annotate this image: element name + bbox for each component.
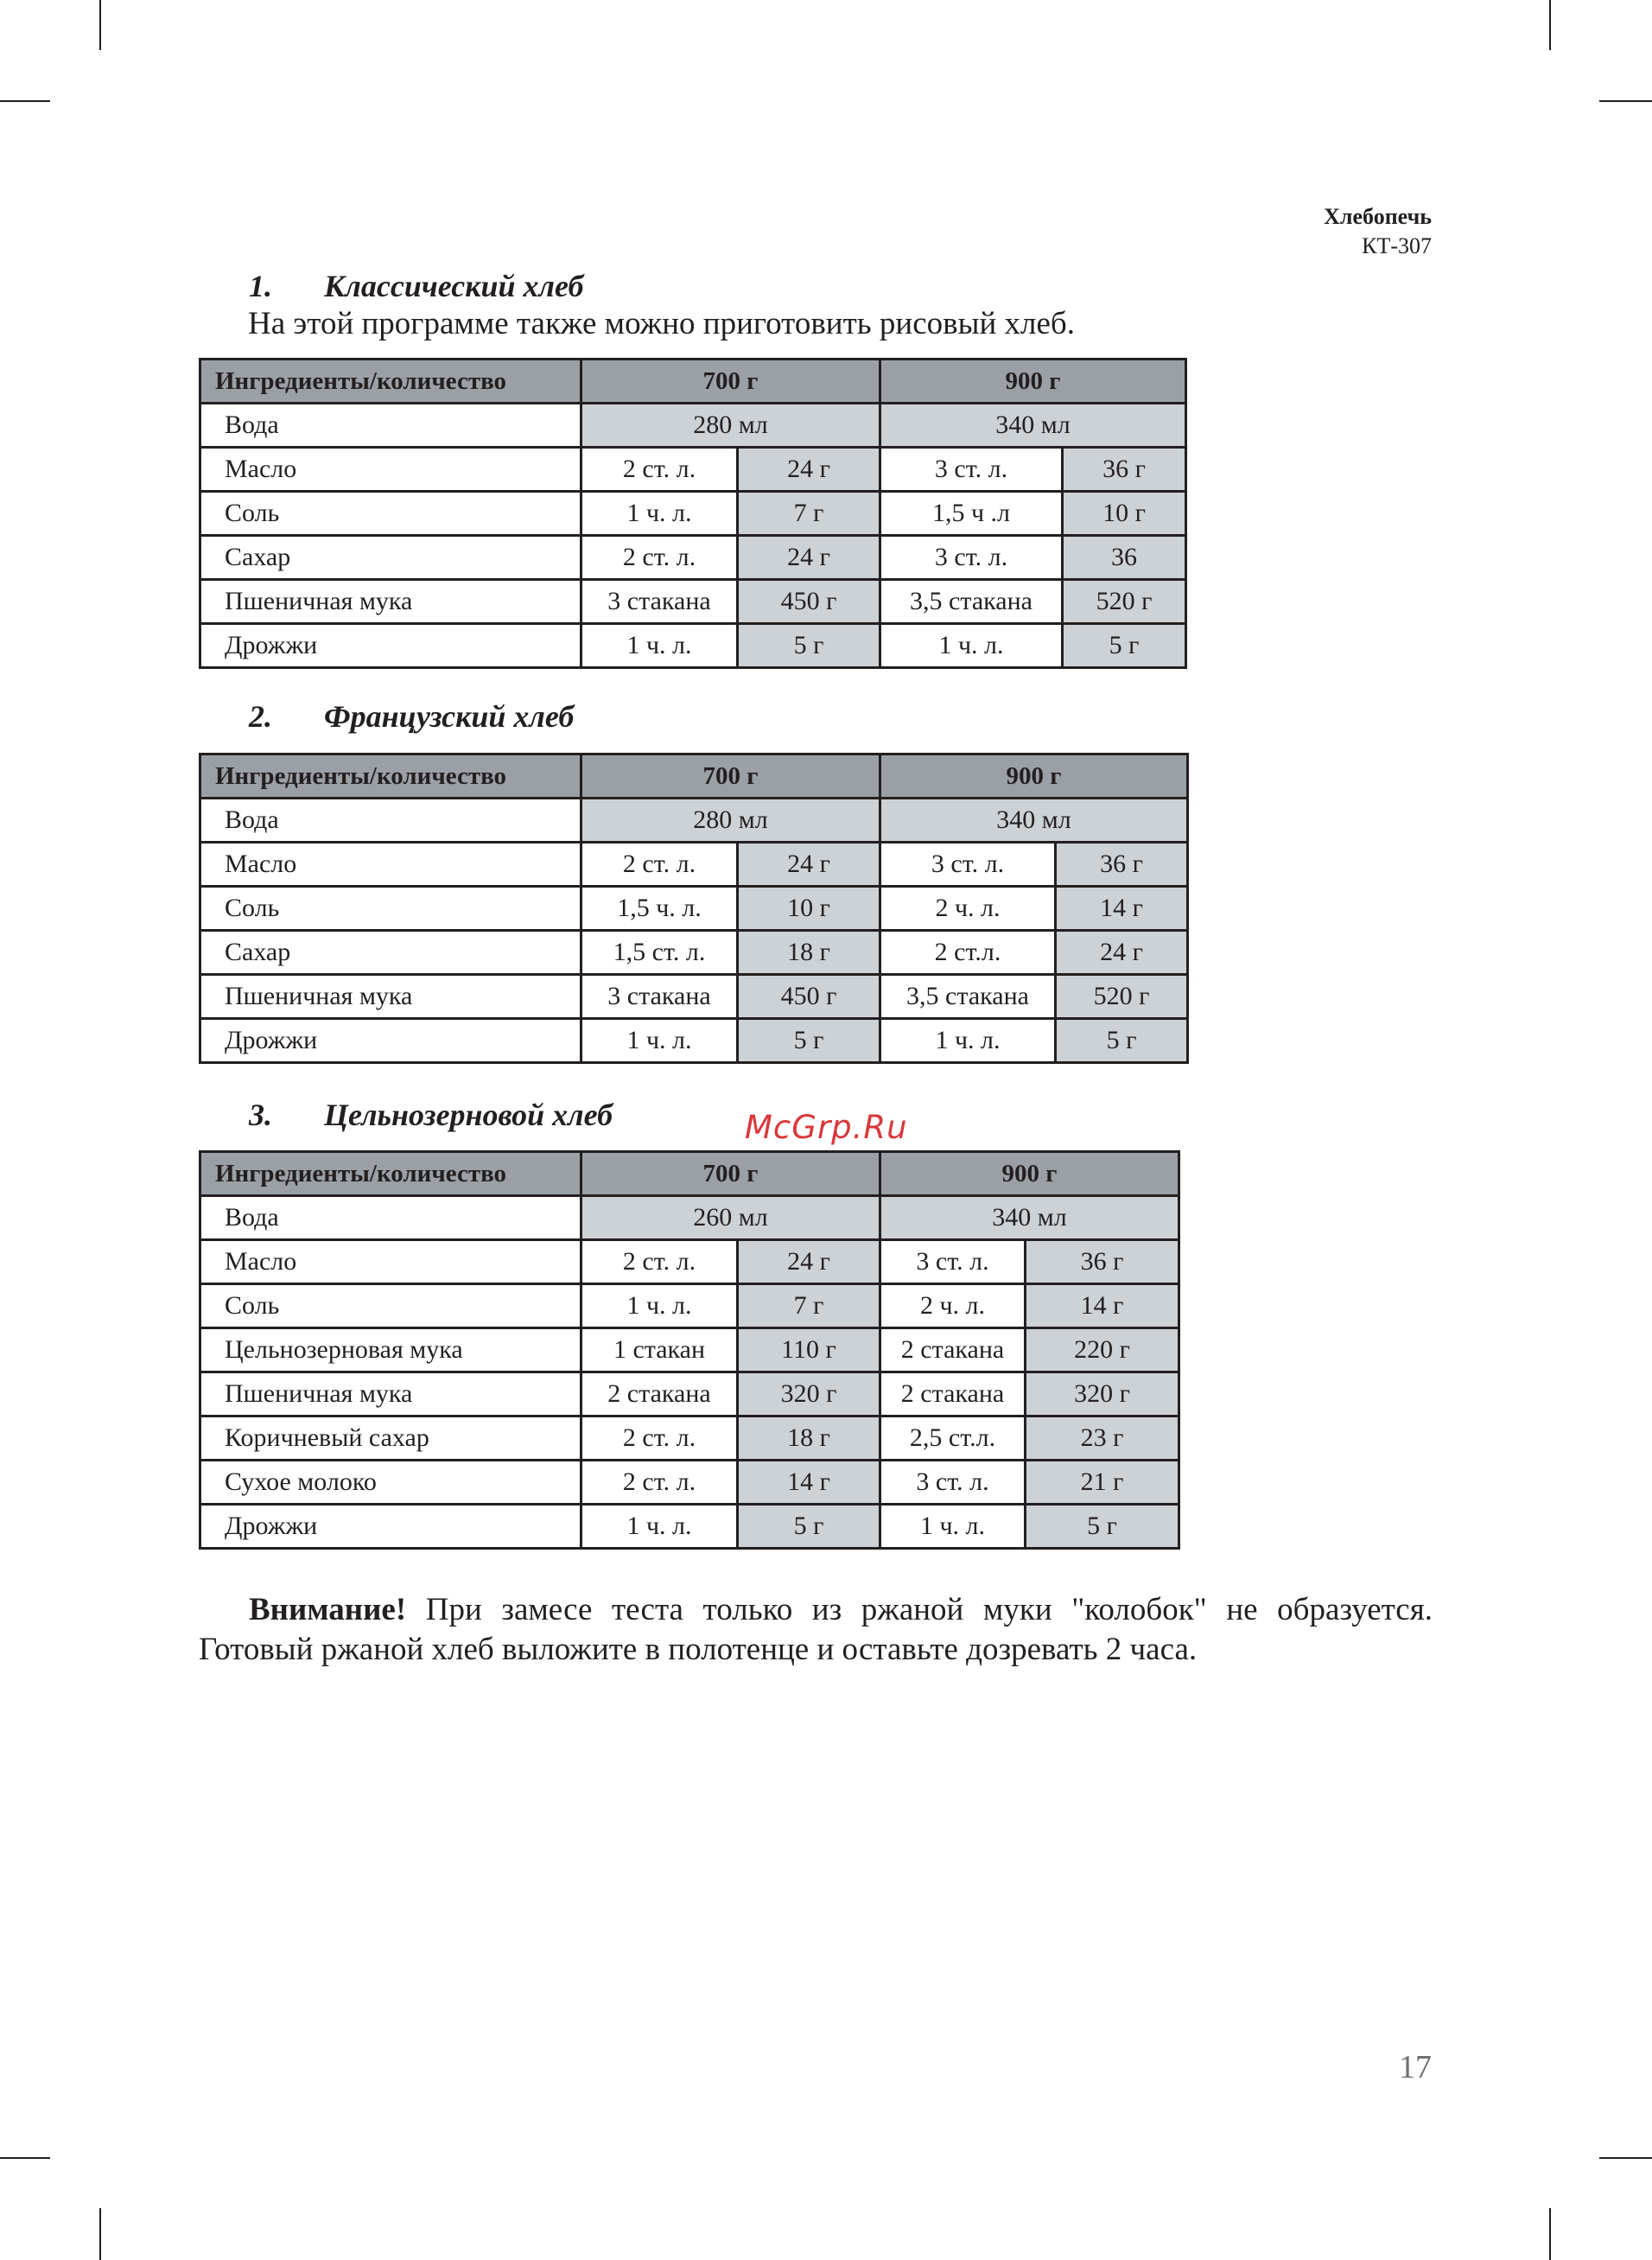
ingredient-name: Соль (200, 492, 581, 536)
header-ingredients: Ингредиенты/количество (200, 360, 581, 404)
measure-900: 3 ст. л. (880, 843, 1056, 887)
measure-900: 2 ч. л. (880, 887, 1056, 931)
ingredient-name: Пшеничная мука (200, 580, 581, 624)
measure-900: 3 ст. л. (880, 1461, 1026, 1505)
measure-700: 2 ст. л. (581, 1416, 738, 1461)
header-900g: 900 г (880, 754, 1188, 799)
table-row (200, 1505, 1179, 1549)
header-700g: 700 г (581, 754, 880, 799)
ingredient-name: Масло (200, 843, 581, 887)
measure-900: 3,5 стакана (880, 580, 1063, 624)
crop-mark (0, 100, 50, 102)
grams-900: 5 г (1063, 624, 1186, 668)
table-row (200, 1240, 1179, 1284)
ingredient-name: Цельнозерновая мука (200, 1328, 581, 1372)
grams-700: 10 г (738, 887, 880, 931)
grams-900: 24 г (1056, 931, 1188, 975)
header-700g: 700 г (581, 1152, 880, 1196)
measure-700: 2 ст. л. (581, 448, 738, 492)
measure-900: 3 ст. л. (880, 1240, 1026, 1284)
grams-900: 14 г (1026, 1284, 1179, 1328)
measure-700: 1 ч. л. (581, 1019, 738, 1063)
measure-900: 2 ч. л. (880, 1284, 1026, 1328)
table-header-row (200, 754, 1188, 799)
note-label: Внимание! (249, 1592, 407, 1627)
crop-mark (1599, 100, 1652, 102)
table-header-row (200, 1152, 1179, 1196)
ingredient-name: Дрожжи (200, 1505, 581, 1549)
grams-700: 450 г (738, 580, 880, 624)
measure-900: 3 ст. л. (880, 536, 1063, 580)
ingredient-name: Масло (200, 1240, 581, 1284)
header-900g: 900 г (880, 360, 1186, 404)
table-row (200, 404, 1186, 448)
grams-700: 7 г (738, 492, 880, 536)
measure-700: 2 ст. л. (581, 843, 738, 887)
grams-700: 18 г (738, 1416, 880, 1461)
measure-700: 3 стакана (581, 580, 738, 624)
grams-700: 7 г (738, 1284, 880, 1328)
ingredient-name: Соль (200, 887, 581, 931)
measure-900: 2 стакана (880, 1372, 1026, 1416)
table-row (200, 492, 1186, 536)
amount-900: 340 мл (880, 1196, 1179, 1240)
table-header-row (200, 360, 1186, 404)
ingredient-name: Пшеничная мука (200, 1372, 581, 1416)
grams-900: 520 г (1063, 580, 1186, 624)
table-row (200, 887, 1188, 931)
ingredient-name: Масло (200, 448, 581, 492)
measure-900: 1,5 ч .л (880, 492, 1063, 536)
amount-700: 280 мл (581, 404, 880, 448)
measure-900: 3 ст. л. (880, 448, 1063, 492)
section-intro: На этой программе также можно приготовить рисовый хлеб. (248, 306, 1075, 341)
grams-900: 36 г (1056, 843, 1188, 887)
grams-900: 520 г (1056, 975, 1188, 1019)
table-row (200, 1019, 1188, 1063)
header-900g: 900 г (880, 1152, 1179, 1196)
grams-700: 450 г (738, 975, 880, 1019)
measure-900: 2,5 ст.л. (880, 1416, 1026, 1461)
grams-900: 36 г (1063, 448, 1186, 492)
table-row (200, 536, 1186, 580)
section-title-french (249, 698, 574, 735)
section-title-classic (249, 268, 583, 304)
grams-900: 220 г (1026, 1328, 1179, 1372)
section-number: 1. (249, 269, 272, 303)
grams-700: 14 г (738, 1461, 880, 1505)
grams-900: 23 г (1026, 1416, 1179, 1461)
measure-700: 2 стакана (581, 1372, 738, 1416)
amount-700: 280 мл (581, 799, 880, 843)
section-title-text: Цельнозерновой хлеб (324, 1098, 613, 1132)
measure-700: 2 ст. л. (581, 1461, 738, 1505)
measure-700: 1 ч. л. (581, 492, 738, 536)
ingredient-name: Дрожжи (200, 624, 581, 668)
measure-700: 1 ч. л. (581, 1284, 738, 1328)
ingredient-name: Вода (200, 1196, 581, 1240)
table-row (200, 975, 1188, 1019)
grams-700: 5 г (738, 624, 880, 668)
table-row (200, 448, 1186, 492)
crop-mark (1549, 2208, 1551, 2260)
grams-700: 5 г (738, 1505, 880, 1549)
grams-700: 320 г (738, 1372, 880, 1416)
ingredient-name: Сахар (200, 931, 581, 975)
header-700g: 700 г (581, 360, 880, 404)
page-header (1324, 202, 1432, 261)
table-row (200, 1461, 1179, 1505)
ingredient-name: Сахар (200, 536, 581, 580)
measure-900: 2 стакана (880, 1328, 1026, 1372)
measure-700: 1,5 ст. л. (581, 931, 738, 975)
table-row (200, 624, 1186, 668)
measure-700: 1 ч. л. (581, 624, 738, 668)
ingredient-name: Коричневый сахар (200, 1416, 581, 1461)
grams-900: 36 г (1026, 1240, 1179, 1284)
ingredient-name: Пшеничная мука (200, 975, 581, 1019)
measure-900: 3,5 стакана (880, 975, 1056, 1019)
grams-900: 5 г (1056, 1019, 1188, 1063)
grams-700: 24 г (738, 1240, 880, 1284)
attention-note (199, 1590, 1433, 1670)
grams-700: 24 г (738, 843, 880, 887)
product-name: Хлебопечь (1324, 204, 1432, 229)
measure-900: 1 ч. л. (880, 624, 1063, 668)
header-ingredients: Ингредиенты/количество (200, 754, 581, 799)
crop-mark (1549, 0, 1551, 50)
ingredient-name: Сухое молоко (200, 1461, 581, 1505)
measure-700: 2 ст. л. (581, 1240, 738, 1284)
grams-700: 18 г (738, 931, 880, 975)
grams-900: 36 (1063, 536, 1186, 580)
amount-900: 340 мл (880, 799, 1188, 843)
recipe-table-french (199, 753, 1189, 1064)
table-row (200, 1196, 1179, 1240)
crop-mark (1599, 2157, 1652, 2159)
table-row (200, 1328, 1179, 1372)
recipe-table-wholegrain (199, 1150, 1180, 1550)
ingredient-name: Соль (200, 1284, 581, 1328)
grams-700: 5 г (738, 1019, 880, 1063)
grams-900: 21 г (1026, 1461, 1179, 1505)
section-title-wholegrain (249, 1097, 613, 1133)
table-row (200, 1284, 1179, 1328)
measure-700: 1,5 ч. л. (581, 887, 738, 931)
watermark: McGrp.Ru (745, 1109, 908, 1146)
measure-700: 3 стакана (581, 975, 738, 1019)
ingredient-name: Вода (200, 404, 581, 448)
ingredient-name: Вода (200, 799, 581, 843)
grams-900: 5 г (1026, 1505, 1179, 1549)
model-number: КТ-307 (1362, 233, 1432, 258)
section-title-text: Французский хлеб (324, 699, 575, 734)
crop-mark (0, 2157, 50, 2159)
section-number: 2. (249, 699, 272, 734)
table-row (200, 799, 1188, 843)
grams-900: 10 г (1063, 492, 1186, 536)
table-row (200, 843, 1188, 887)
crop-mark (99, 0, 101, 50)
measure-900: 1 ч. л. (880, 1505, 1026, 1549)
measure-900: 2 ст.л. (880, 931, 1056, 975)
page-number: 17 (1399, 2049, 1432, 2085)
measure-700: 1 ч. л. (581, 1505, 738, 1549)
header-ingredients: Ингредиенты/количество (200, 1152, 581, 1196)
measure-700: 2 ст. л. (581, 536, 738, 580)
table-row (200, 1416, 1179, 1461)
grams-700: 24 г (738, 448, 880, 492)
grams-700: 24 г (738, 536, 880, 580)
ingredient-name: Дрожжи (200, 1019, 581, 1063)
table-row (200, 931, 1188, 975)
section-title-text: Классический хлеб (324, 269, 584, 303)
note-text: При замесе теста только из ржаной муки "колобок" не образуется. Готовый ржаной хлеб выложите в полотенце и оставьте дозревать 2 часа. (199, 1592, 1433, 1667)
section-number: 3. (249, 1098, 272, 1132)
amount-900: 340 мл (880, 404, 1186, 448)
recipe-table-classic (199, 358, 1187, 669)
grams-900: 14 г (1056, 887, 1188, 931)
crop-mark (99, 2208, 101, 2260)
measure-700: 1 стакан (581, 1328, 738, 1372)
grams-900: 320 г (1026, 1372, 1179, 1416)
grams-700: 110 г (738, 1328, 880, 1372)
measure-900: 1 ч. л. (880, 1019, 1056, 1063)
table-row (200, 580, 1186, 624)
amount-700: 260 мл (581, 1196, 880, 1240)
table-row (200, 1372, 1179, 1416)
